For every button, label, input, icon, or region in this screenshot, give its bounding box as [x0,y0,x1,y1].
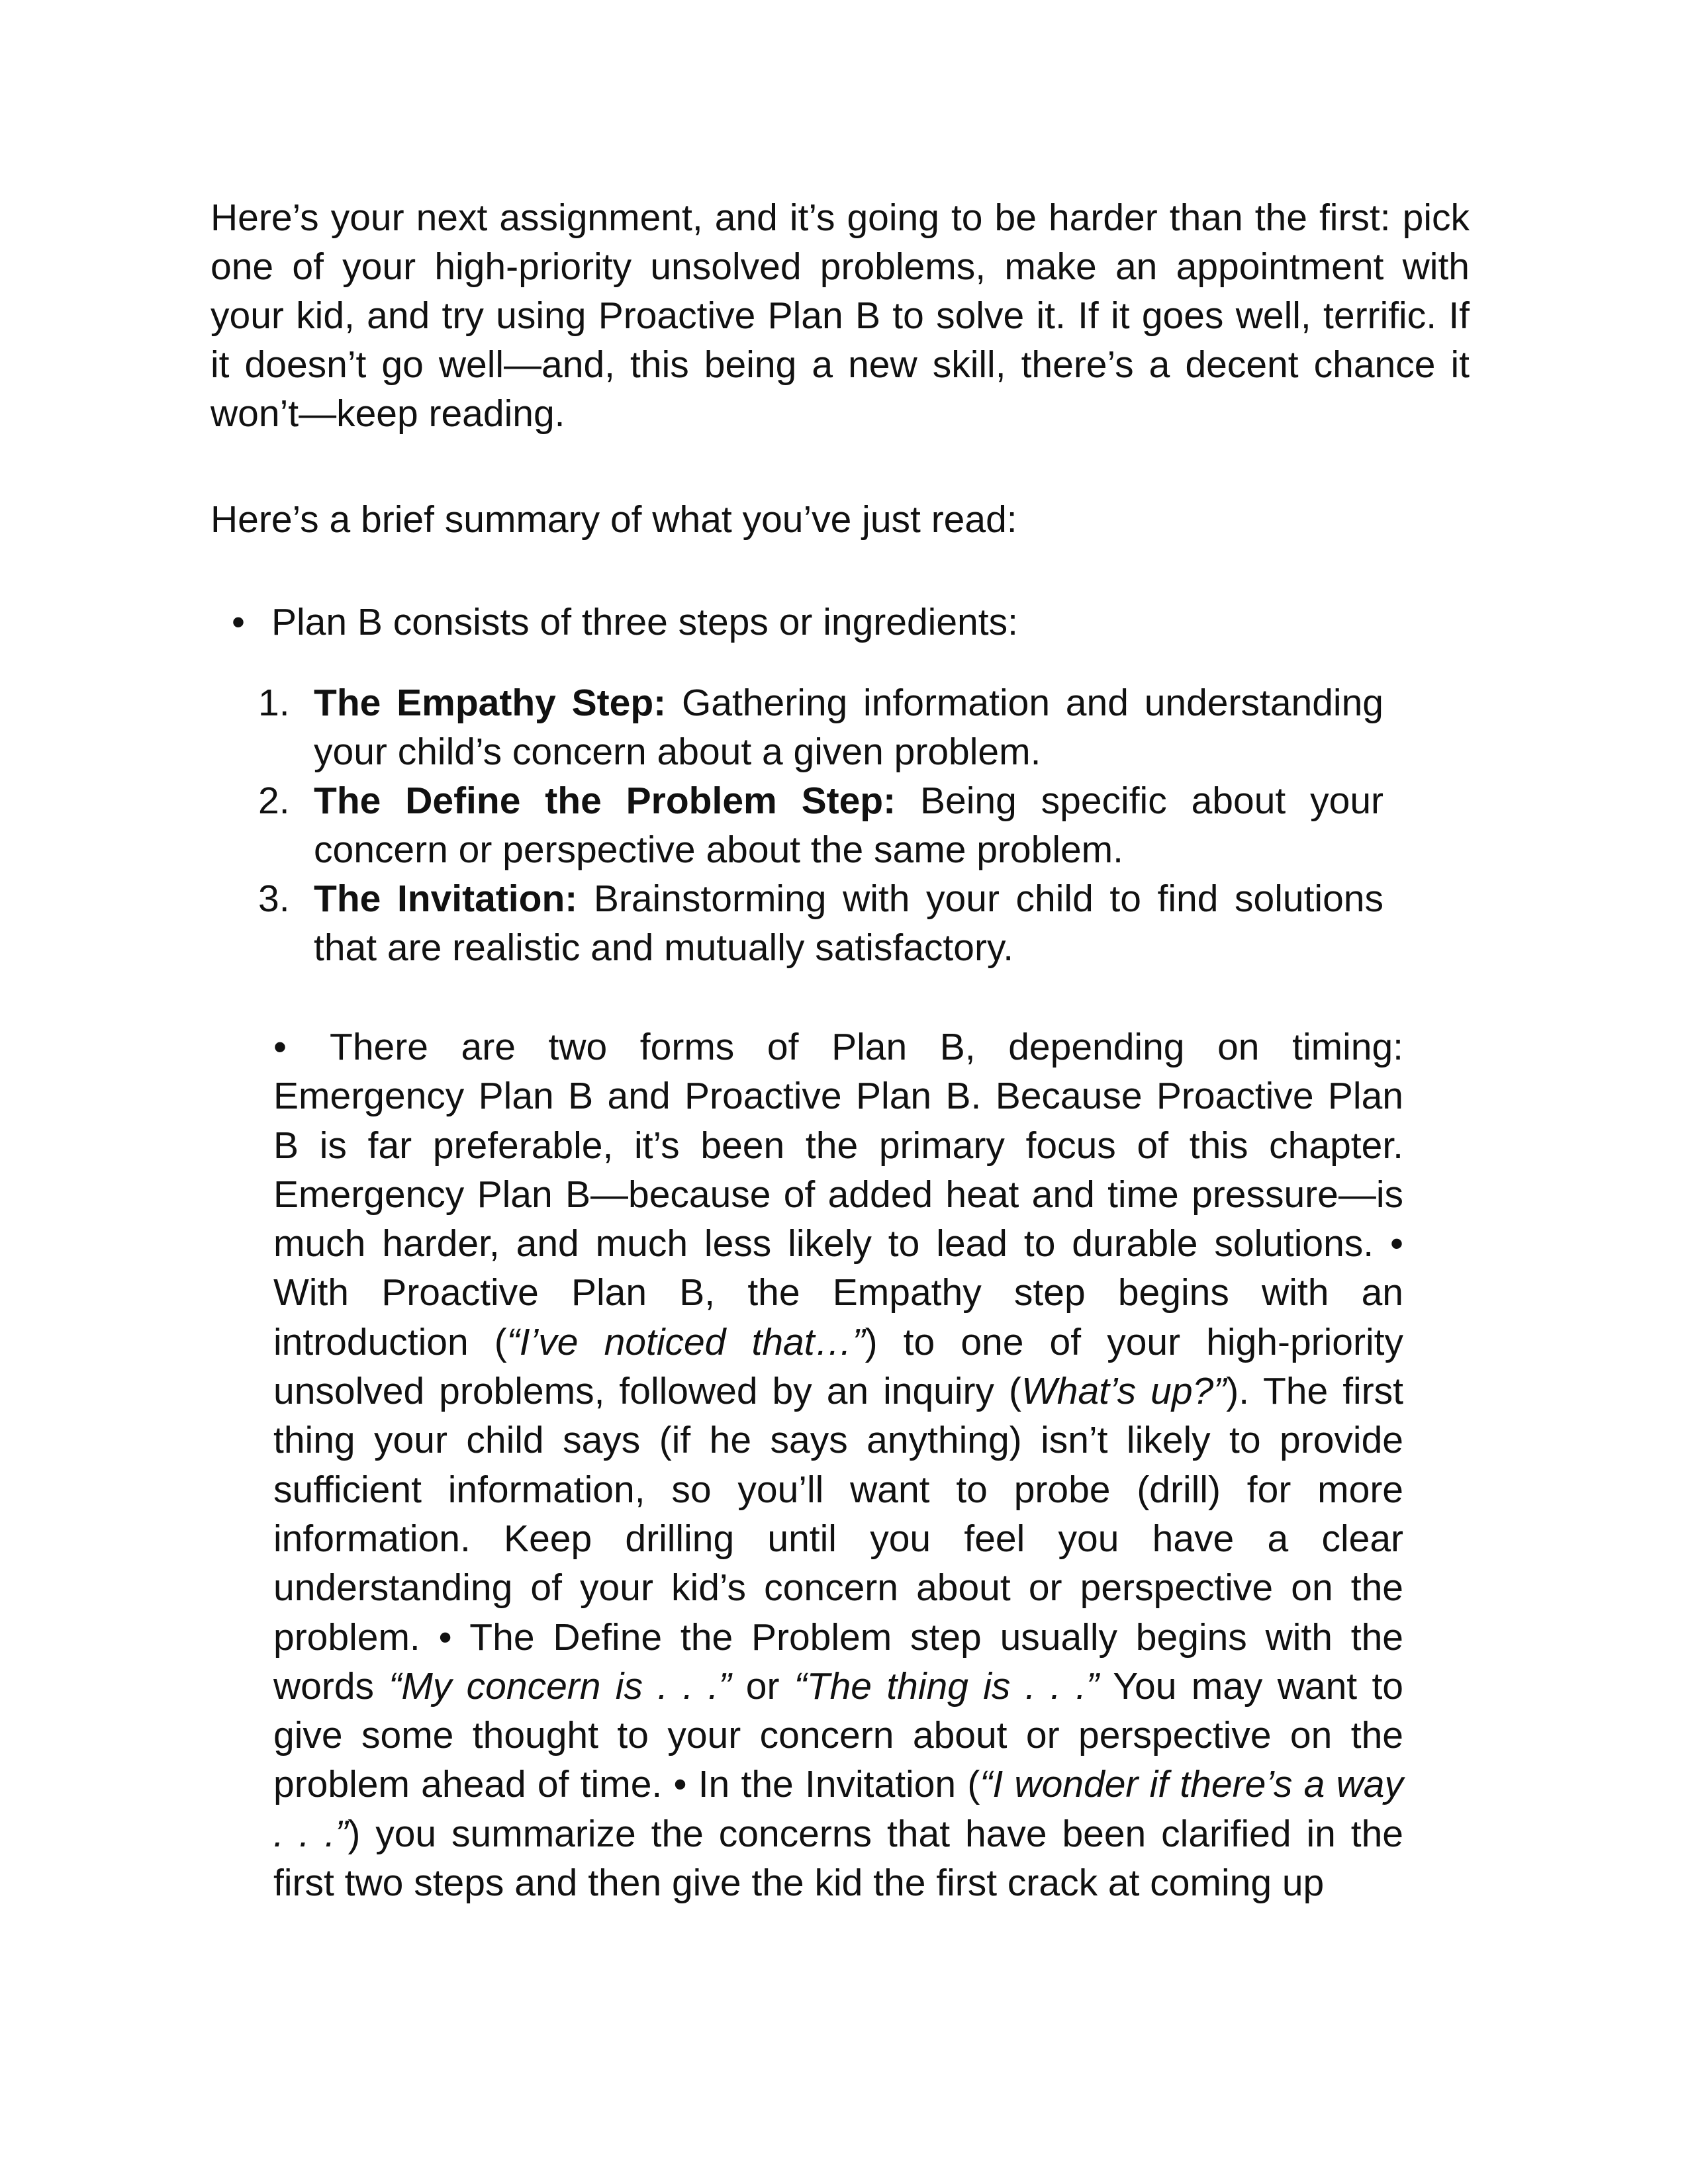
body-text-3: ). The first thing your child says (if he says anything) isn’t likely to provide sufficient information, so you’ll want to probe (drill) for more information. Keep drilling until you feel you have a clear understanding of your kid’s concern about or perspective on the problem. • The Define the Problem step usually begins with the words [273,1370,1404,1707]
step-number: 3. [258,878,290,920]
step-item-invitation [258,874,1383,972]
body-text-2: ) to one of your high-priority unsolved problems, followed by an inquiry ( [273,1320,1403,1413]
body-text-4: or [731,1664,794,1707]
plan-b-forms-paragraph [273,1023,1403,1907]
quote-thing-is: “The thing is . . .” [794,1664,1099,1707]
quote-wonder: “I wonder if there’s a way . . .” [273,1763,1403,1855]
body-text-1: There are two forms of Plan B, depending on timing: Emergency Plan B and Proactive Plan B. Because Proactive Plan B is far preferable, it’s been the primary focus of this chapter. Emergency Plan B—because of added heat and time pressure—is much harder, and much less likely to lead to durable solutions. • With Proactive Plan B, the Empathy step begins with an introduction ( [273,1026,1403,1363]
step-text: Brainstorming with your child to find solutions that are realistic and mutually satisfactory. [314,878,1383,969]
step-item-empathy [258,678,1383,776]
step-number: 2. [258,780,290,822]
quote-noticed: “I’ve noticed that…” [506,1320,865,1363]
body-text-6: ) you summarize the concerns that have been clarified in the first two steps and then give the kid the first crack at coming up [273,1812,1403,1905]
steps-list [258,678,1383,972]
step-number: 1. [258,682,290,724]
step-text: Gathering information and understanding your child’s concern about a given problem. [314,682,1383,773]
summary-lead-paragraph: Here’s a brief summary of what you’ve just read: [211,498,1017,541]
bullet-marker: • [232,601,245,643]
bullet-plan-b-steps [232,598,1423,647]
quote-my-concern: “My concern is . . .” [389,1664,731,1707]
bullet-text: Plan B consists of three steps or ingredients: [271,601,1018,643]
step-title: The Define the Problem Step: [314,780,896,822]
body-text-5: You may want to give some thought to your concern about or perspective on the problem ahead of time. • In the Invitation ( [273,1664,1404,1806]
step-item-define-problem [258,776,1383,874]
step-text: Being specific about your concern or perspective about the same problem. [314,780,1383,871]
intro-paragraph: Here’s your next assignment, and it’s going to be harder than the first: pick one of your high-priority unsolved problems, make an appointment with your kid, and try using Proactive Plan B to solve it. If it goes well, terrific. If it doesn’t go well—and, this being a new skill, there’s a decent chance it won’t—keep reading. [211,197,1470,435]
bullet-marker: • [273,1026,287,1068]
step-title: The Invitation: [314,878,578,920]
step-title: The Empathy Step: [314,682,667,724]
quote-whats-up: What’s up?” [1021,1370,1227,1413]
